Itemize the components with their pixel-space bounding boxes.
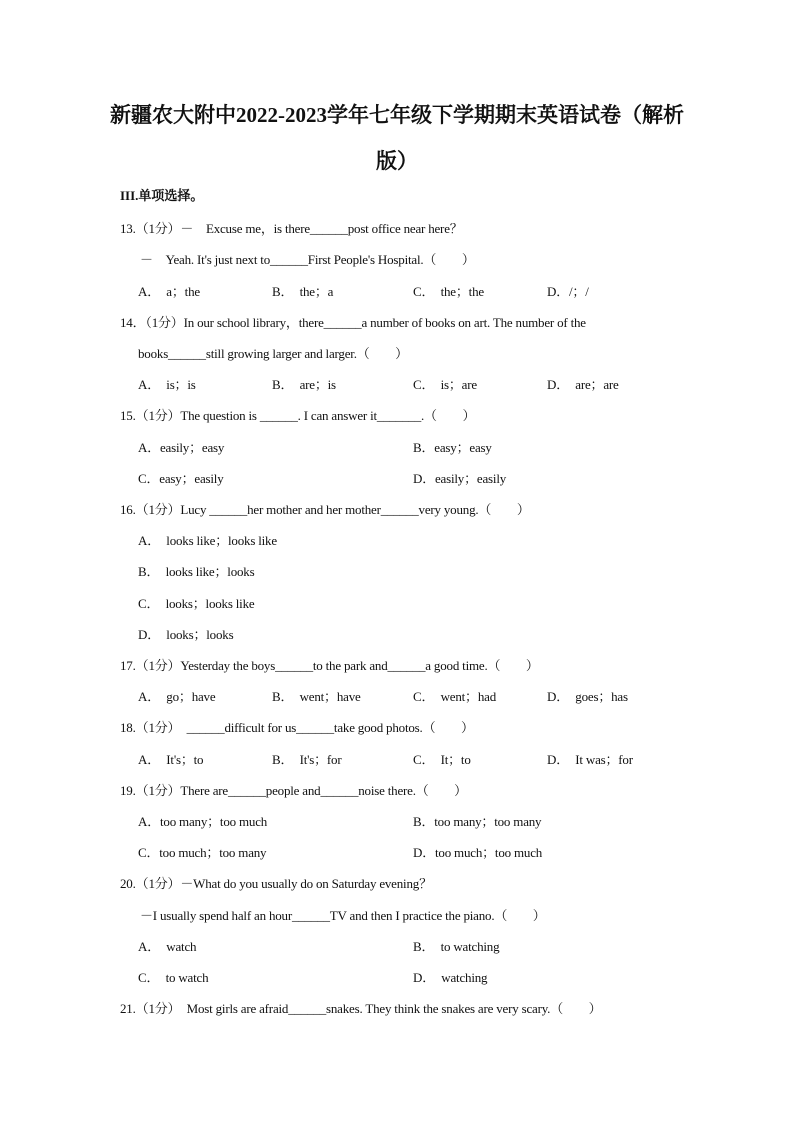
question-17-stem: 17.（1分）Yesterday the boys______to the park and______a good time.（ ） (120, 658, 539, 673)
question-21-stem: 21.（1分） Most girls are afraid______snakes. They think the snakes are very scary.（ ） (120, 1001, 602, 1016)
question-18-stem: 18.（1分） ______difficult for us______take good photos.（ ） (120, 720, 474, 735)
question-18-option-a: A． It's；to (138, 752, 204, 767)
question-17-option-b: B． went；have (272, 689, 361, 704)
question-15-option-c: C．easy；easily (138, 471, 224, 486)
question-13-option-b: B． the；a (272, 284, 334, 299)
question-15-option-d: D．easily；easily (413, 471, 507, 486)
question-18-option-d: D． It was；for (547, 752, 633, 767)
question-18-option-c: C． It；to (413, 752, 471, 767)
question-17-option-c: C． went；had (413, 689, 497, 704)
question-19-option-c: C．too much；too many (138, 845, 267, 860)
question-15-option-b: B．easy；easy (413, 440, 492, 455)
question-19-option-b: B．too many；too many (413, 814, 542, 829)
question-15-option-a: A．easily；easy (138, 440, 225, 455)
question-16-option-b: B． looks like；looks (138, 564, 255, 579)
title-line-1: 新疆农大附中2022-2023学年七年级下学期期末英语试卷（解析 (110, 103, 684, 127)
question-20-option-a: A． watch (138, 939, 197, 954)
question-20-sub: －I usually spend half an hour______TV and then I practice the piano.（ ） (140, 908, 546, 923)
question-14-stem: 14．（1分）In our school library，there______a number of books on art. The number of the (120, 315, 586, 330)
question-14-option-d: D． are；are (547, 377, 619, 392)
question-13-option-a: A． a；the (138, 284, 200, 299)
question-14-option-b: B． are；is (272, 377, 336, 392)
question-19-stem: 19.（1分）There are______people and______noise there.（ ） (120, 783, 467, 798)
question-16-stem: 16.（1分）Lucy ______her mother and her mother______very young.（ ） (120, 502, 530, 517)
question-13-sub: － Yeah. It's just next to______First People's Hospital.（ ） (140, 252, 475, 267)
question-20-option-d: D． watching (413, 970, 488, 985)
question-16-option-d: D． looks；looks (138, 627, 234, 642)
question-20-stem: 20.（1分）－What do you usually do on Saturday evening？ (120, 876, 432, 891)
question-16-option-a: A． looks like；looks like (138, 533, 277, 548)
question-19-option-d: D．too much；too much (413, 845, 543, 860)
question-14-cont: books______still growing larger and larger.（ ） (138, 346, 408, 361)
question-16-option-c: C． looks；looks like (138, 596, 255, 611)
question-13-option-c: C． the；the (413, 284, 484, 299)
question-20-option-c: C． to watch (138, 970, 209, 985)
question-14-option-c: C． is；are (413, 377, 477, 392)
question-13-stem: 13.（1分）－ Excuse me，is there______post office near here？ (120, 221, 463, 236)
title-line-2: 版） (376, 149, 418, 173)
question-18-option-b: B． It's；for (272, 752, 342, 767)
question-13-option-d: D．/；/ (547, 284, 589, 299)
page-title (100, 92, 694, 184)
question-19-option-a: A．too many；too much (138, 814, 268, 829)
section-heading: III.单项选择。 (120, 188, 204, 203)
question-17-option-a: A． go；have (138, 689, 216, 704)
question-14-option-a: A． is；is (138, 377, 196, 392)
question-15-stem: 15.（1分）The question is ______. I can answer it_______.（ ） (120, 408, 476, 423)
question-20-option-b: B． to watching (413, 939, 500, 954)
question-17-option-d: D． goes；has (547, 689, 628, 704)
